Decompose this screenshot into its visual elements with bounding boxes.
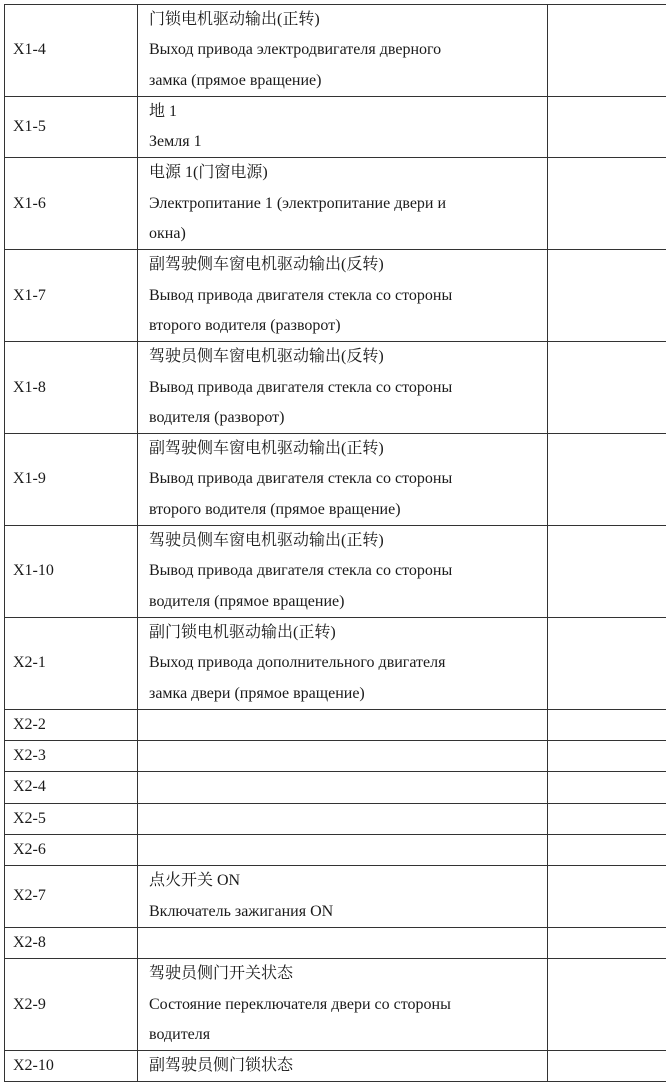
empty-cell <box>548 96 666 158</box>
description-line: водителя <box>149 1020 547 1050</box>
table-row <box>5 617 666 709</box>
description-cell <box>138 5 548 97</box>
description-line: 副门锁电机驱动输出(正转) <box>149 618 547 648</box>
description-cell <box>138 617 548 709</box>
table-row <box>5 709 666 740</box>
table-row <box>5 250 666 342</box>
empty-cell <box>548 927 666 958</box>
table-row <box>5 835 666 866</box>
description-cell <box>138 835 548 866</box>
description-line: водителя (прямое вращение) <box>149 587 547 617</box>
table-body <box>5 5 666 1082</box>
description-line: Земля 1 <box>149 127 547 157</box>
table-row <box>5 803 666 834</box>
description-line: Выход привода дополнительного двигателя <box>149 648 547 678</box>
description-cell <box>138 866 548 928</box>
description-line: 副驾驶员侧门锁状态 <box>149 1051 547 1081</box>
description-cell <box>138 709 548 740</box>
description-line: Выход привода электродвигателя дверного <box>149 35 547 65</box>
table-row <box>5 741 666 772</box>
description-cell <box>138 158 548 250</box>
empty-cell <box>548 772 666 803</box>
description-line: Электропитание 1 (электропитание двери и <box>149 189 547 219</box>
pin-id-cell: X1-10 <box>5 526 138 618</box>
description-cell <box>138 434 548 526</box>
description-line: 门锁电机驱动输出(正转) <box>149 5 547 35</box>
description-line: 副驾驶侧车窗电机驱动输出(反转) <box>149 250 547 280</box>
pin-id-cell: X1-7 <box>5 250 138 342</box>
description-line: замка (прямое вращение) <box>149 66 547 96</box>
description-line: 副驾驶侧车窗电机驱动输出(正转) <box>149 434 547 464</box>
description-line: 电源 1(门窗电源) <box>149 158 547 188</box>
pin-id-cell: X2-9 <box>5 959 138 1051</box>
description-line: 点火开关 ON <box>149 866 547 896</box>
description-line: Вывод привода двигателя стекла со стороны <box>149 373 547 403</box>
table-row <box>5 866 666 928</box>
pin-id-cell: X2-3 <box>5 741 138 772</box>
description-cell <box>138 772 548 803</box>
table-row <box>5 959 666 1051</box>
description-line: 驾驶员侧车窗电机驱动输出(反转) <box>149 342 547 372</box>
pin-id-cell: X2-10 <box>5 1051 138 1082</box>
table-row <box>5 772 666 803</box>
description-line: второго водителя (разворот) <box>149 311 547 341</box>
pin-id-cell: X2-1 <box>5 617 138 709</box>
description-line: Вывод привода двигателя стекла со стороны <box>149 281 547 311</box>
empty-cell <box>548 803 666 834</box>
pin-id-cell: X1-4 <box>5 5 138 97</box>
table-row <box>5 526 666 618</box>
empty-cell <box>548 866 666 928</box>
empty-cell <box>548 526 666 618</box>
pin-id-cell: X1-5 <box>5 96 138 158</box>
empty-cell <box>548 434 666 526</box>
empty-cell <box>548 5 666 97</box>
description-line: 驾驶员侧车窗电机驱动输出(正转) <box>149 526 547 556</box>
description-line: второго водителя (прямое вращение) <box>149 495 547 525</box>
table-row <box>5 1051 666 1082</box>
description-line: окна) <box>149 219 547 249</box>
table-row <box>5 96 666 158</box>
pin-id-cell: X2-8 <box>5 927 138 958</box>
description-line: 驾驶员侧门开关状态 <box>149 959 547 989</box>
empty-cell <box>548 835 666 866</box>
pin-description-table <box>4 4 666 1082</box>
description-cell <box>138 741 548 772</box>
pin-id-cell: X2-5 <box>5 803 138 834</box>
pin-id-cell: X2-2 <box>5 709 138 740</box>
pin-id-cell: X2-4 <box>5 772 138 803</box>
description-line: замка двери (прямое вращение) <box>149 679 547 709</box>
description-line: Включатель зажигания ON <box>149 897 547 927</box>
empty-cell <box>548 250 666 342</box>
description-cell <box>138 803 548 834</box>
pin-id-cell: X2-7 <box>5 866 138 928</box>
description-cell <box>138 959 548 1051</box>
empty-cell <box>548 342 666 434</box>
description-line: Состояние переключателя двери со стороны <box>149 990 547 1020</box>
description-line: Вывод привода двигателя стекла со стороны <box>149 464 547 494</box>
empty-cell <box>548 709 666 740</box>
description-cell <box>138 526 548 618</box>
description-line: Вывод привода двигателя стекла со стороны <box>149 556 547 586</box>
table-row <box>5 434 666 526</box>
empty-cell <box>548 741 666 772</box>
description-cell <box>138 342 548 434</box>
description-cell <box>138 1051 548 1082</box>
empty-cell <box>548 617 666 709</box>
description-line: водителя (разворот) <box>149 403 547 433</box>
pin-id-cell: X1-6 <box>5 158 138 250</box>
empty-cell <box>548 1051 666 1082</box>
description-line: 地 1 <box>149 97 547 127</box>
table-row <box>5 927 666 958</box>
description-cell <box>138 927 548 958</box>
description-cell <box>138 96 548 158</box>
pin-id-cell: X1-8 <box>5 342 138 434</box>
table-row <box>5 5 666 97</box>
pin-id-cell: X2-6 <box>5 835 138 866</box>
table-row <box>5 158 666 250</box>
empty-cell <box>548 959 666 1051</box>
description-cell <box>138 250 548 342</box>
pin-id-cell: X1-9 <box>5 434 138 526</box>
empty-cell <box>548 158 666 250</box>
table-row <box>5 342 666 434</box>
